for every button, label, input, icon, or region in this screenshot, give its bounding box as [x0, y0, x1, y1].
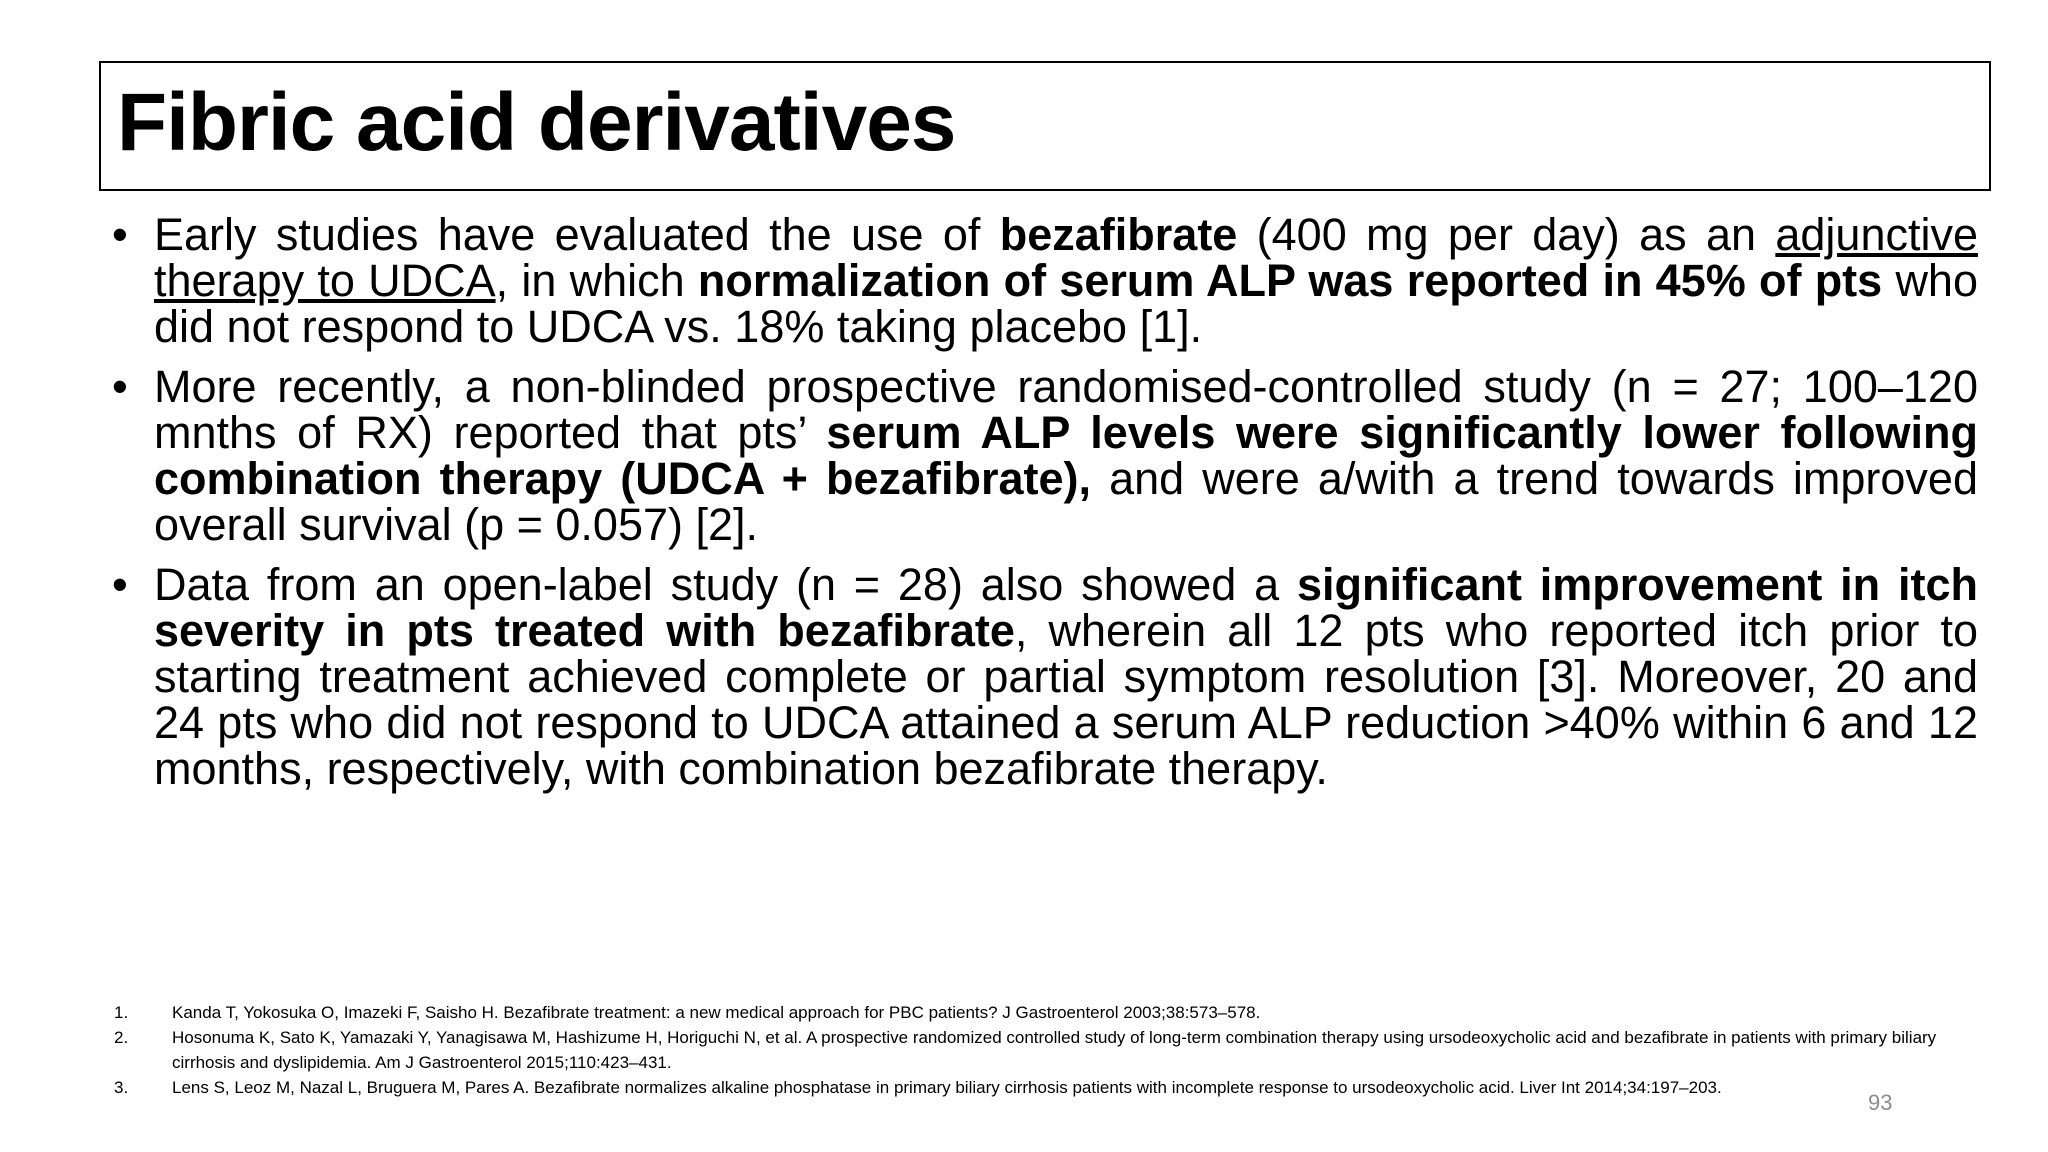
- bullet-text-segment: , wherein all 12 pts who reported itch prior to starting treatment achieved complete or partial symptom resolution [3]. Moreover, 20 and 24 pts who did not respond to UDCA attained a serum ALP reduction >40% within 6 and 12 months, respectively, with combination bezafibrate therapy.: [154, 605, 1978, 794]
- reference-list: [114, 1000, 1954, 1100]
- bullet-text-segment: More recently, a non-blinded prospective randomised-controlled study (n = 27; 100–120 mnths of RX) reported that pts’: [154, 361, 1978, 458]
- bullet-text-segment: Data from an open-label study (n = 28) also showed a: [154, 559, 1297, 610]
- bullet-text-segment: (400 mg per day) as an: [1237, 209, 1776, 260]
- bullet-item: [108, 559, 1978, 794]
- reference-text: Lens S, Leoz M, Nazal L, Bruguera M, Pares A. Bezafibrate normalizes alkaline phosphatase in primary biliary cirrhosis patients with incomplete response to ursodeoxycholic acid. Liver Int 2014;34:197–203.: [172, 1078, 1722, 1097]
- title-box: [99, 61, 1991, 191]
- bullet-item: [108, 209, 1978, 352]
- reference-text: Kanda T, Yokosuka O, Imazeki F, Saisho H. Bezafibrate treatment: a new medical approach for PBC patients? J Gastroenterol 2003;38:573–578.: [172, 1003, 1261, 1022]
- reference-item: [114, 1000, 1954, 1025]
- bullet-marker: •: [112, 559, 128, 610]
- bullet-text-segment: and were a/with a trend towards improved overall survival (p = 0.057) [2].: [154, 453, 1978, 550]
- reference-text: Hosonuma K, Sato K, Yamazaki Y, Yanagisawa M, Hashizume H, Horiguchi N, et al. A prospective randomized controlled study of long-term combination therapy using ursodeoxycholic acid and bezafibrate in patients with primary biliary cirrhosis and dyslipidemia. Am J Gastroenterol 2015;110:423–431.: [172, 1028, 1937, 1072]
- bullet-text-segment: bezafibrate: [999, 209, 1238, 260]
- bullet-text-segment: Early studies have evaluated the use of: [154, 209, 1000, 260]
- bullet-text-segment: , in which: [495, 255, 698, 306]
- bullet-marker: •: [112, 361, 128, 412]
- bullet-text-segment: normalization of serum ALP was reported in 45% of pts: [697, 255, 1883, 306]
- bullet-text-segment: serum ALP levels were significantly lower following combination therapy (UDCA + bezafibrate),: [154, 407, 1979, 504]
- bullet-text-segment: who did not respond to UDCA vs. 18% taking placebo [1].: [154, 255, 1978, 352]
- bullet-marker: •: [112, 209, 128, 260]
- reference-number: 2.: [114, 1028, 129, 1047]
- reference-item: [114, 1075, 1954, 1100]
- slide-title: Fibric acid derivatives: [117, 77, 956, 168]
- bullet-item: [108, 361, 1979, 550]
- reference-number: 3.: [114, 1078, 129, 1097]
- bullet-text-segment: significant improvement in itch severity in pts treated with bezafibrate: [154, 559, 1978, 656]
- bullet-text-segment: adjunctive therapy to UDCA: [154, 209, 1978, 306]
- page-number: 93: [1868, 1090, 1893, 1115]
- reference-item: [114, 1025, 1954, 1075]
- bullet-list: [108, 209, 1979, 806]
- reference-number: 1.: [114, 1003, 129, 1022]
